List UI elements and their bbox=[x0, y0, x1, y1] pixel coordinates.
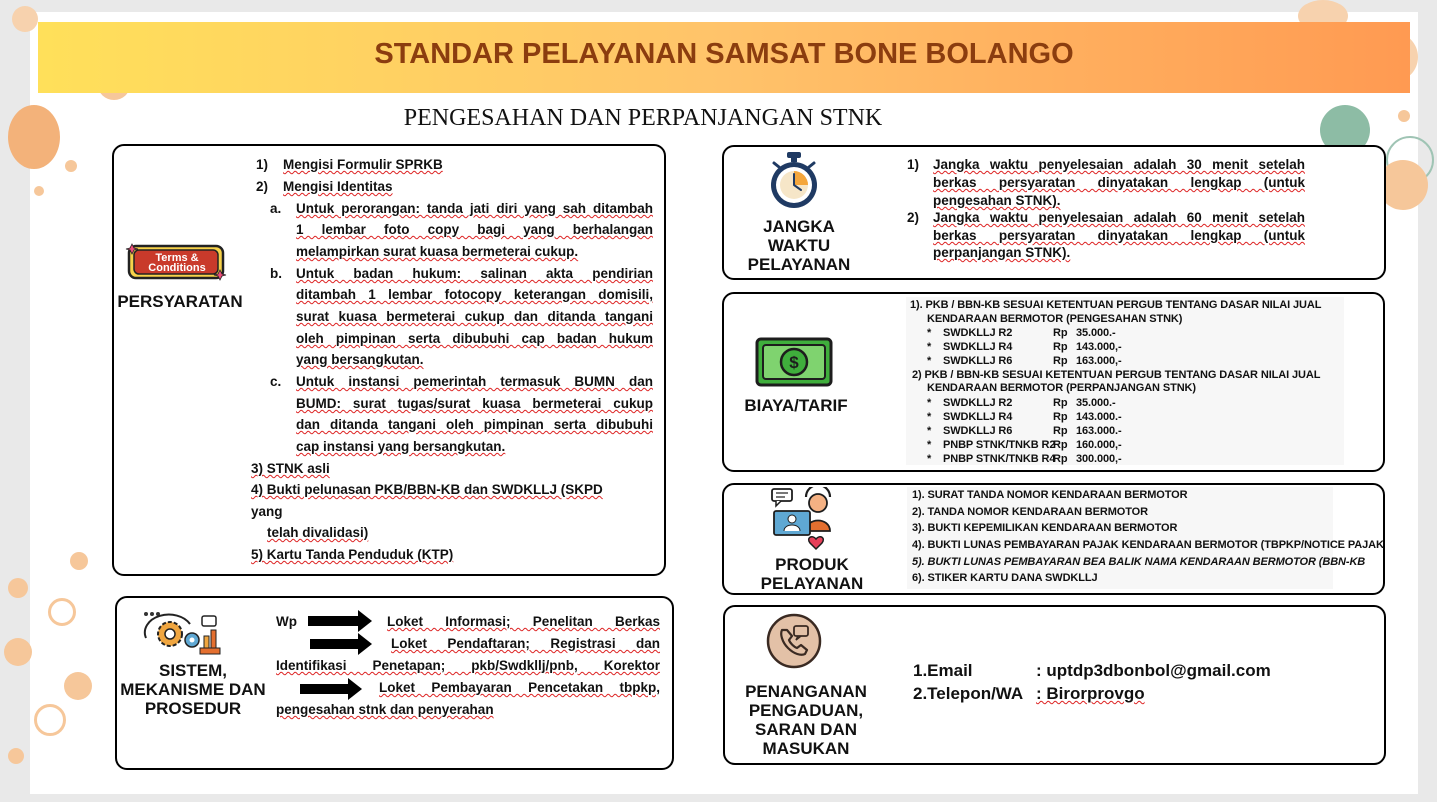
svg-text:$: $ bbox=[789, 353, 799, 372]
product-item: 4). BUKTI LUNAS PEMBAYARAN PAJAK KENDARAAN BERMOTOR (TBPKP/NOTICE PAJAK bbox=[912, 539, 1384, 551]
fee-name: SWDKLLJ R2 bbox=[943, 397, 1013, 409]
jangka-item-2-line: Jangka waktu penyelesaian adalah 60 menit setelah bbox=[933, 210, 1305, 225]
fee-currency: Rp bbox=[1053, 411, 1068, 423]
penanganan-label-line: PENGADUAN, bbox=[748, 701, 864, 720]
product-item: 1). SURAT TANDA NOMOR KENDARAAN BERMOTOR bbox=[912, 489, 1188, 501]
req-5-text: 5) Kartu Tanda Penduduk (KTP) bbox=[251, 547, 454, 562]
product-item: 2). TANDA NOMOR KENDARAAN BERMOTOR bbox=[912, 506, 1148, 518]
phone-label: 2.Telepon/WA bbox=[913, 684, 1024, 703]
fee-group-1-heading: KENDARAAN BERMOTOR (PENGESAHAN STNK) bbox=[927, 313, 1183, 325]
jangka-item-2-line: berkas persyaratan dinyatakan lengkap (untuk bbox=[933, 228, 1305, 243]
sistem-step-line: Loket Pendaftaran; Registrasi dan bbox=[391, 636, 660, 651]
jangka-item-1-line: Jangka waktu penyelesaian adalah 30 menit setelah bbox=[933, 157, 1305, 172]
req-2b-letter: b. bbox=[270, 266, 282, 281]
decorative-ring bbox=[34, 704, 66, 736]
req-2c-line: cap instansi yang bersangkutan. bbox=[296, 439, 506, 454]
fee-amount: 163.000,- bbox=[1076, 355, 1122, 367]
decorative-blob bbox=[70, 552, 88, 570]
jangka-label-line: JANGKA bbox=[763, 217, 835, 236]
req-2b-line: oleh pimpinan serta dibubuhi cap badan hukum bbox=[296, 331, 653, 346]
req-2b-line: ditambah 1 lembar fotocopy keterangan domisili, bbox=[296, 287, 653, 302]
product-item: 3). BUKTI KEPEMILIKAN KENDARAAN BERMOTOR bbox=[912, 522, 1178, 534]
fee-name: PNBP STNK/TNKB R2 bbox=[943, 439, 1056, 451]
fee-name: SWDKLLJ R4 bbox=[943, 341, 1013, 353]
customer-service-icon bbox=[770, 487, 832, 551]
stopwatch-icon bbox=[767, 151, 821, 211]
page-title: STANDAR PELAYANAN SAMSAT BONE BOLANGO bbox=[374, 38, 1074, 70]
terms-icon-text-1: Terms & bbox=[155, 252, 199, 264]
req-2a-line: 1 lembar foto copy bagi yang berhalangan bbox=[296, 222, 653, 237]
req-2a-line: Untuk perorangan: tanda jati diri yang sah ditambah bbox=[296, 201, 653, 216]
fee-amount: 300.000,- bbox=[1076, 453, 1122, 465]
req-2c-letter: c. bbox=[270, 374, 282, 389]
terms-icon-text-2: Conditions bbox=[148, 262, 206, 274]
page-subtitle: PENGESAHAN DAN PERPANJANGAN STNK bbox=[403, 105, 883, 131]
fee-bullet: * bbox=[927, 341, 932, 353]
sistem-step-line: pengesahan stnk dan penyerahan bbox=[276, 702, 494, 717]
email-label: 1.Email bbox=[913, 661, 973, 680]
req-4-line: yang bbox=[251, 504, 283, 519]
fee-name: SWDKLLJ R6 bbox=[943, 355, 1013, 367]
decorative-blob bbox=[8, 578, 28, 598]
req-4-line: 4) Bukti pelunasan PKB/BBN-KB dan SWDKLLJ (SKPD bbox=[251, 482, 603, 497]
req-2a-line: melampirkan surat kuasa bermeterai cukup. bbox=[296, 244, 579, 259]
persyaratan-label: PERSYARATAN bbox=[117, 292, 243, 311]
fee-name: SWDKLLJ R2 bbox=[943, 327, 1013, 339]
jangka-item-2-number: 2) bbox=[907, 210, 920, 225]
fee-bullet: * bbox=[927, 355, 932, 367]
produk-label-line: PRODUK bbox=[775, 555, 849, 574]
jangka-item-1-line: pengesahan STNK). bbox=[933, 193, 1061, 208]
fee-name: SWDKLLJ R4 bbox=[943, 411, 1013, 423]
fee-currency: Rp bbox=[1053, 341, 1068, 353]
fee-bullet: * bbox=[927, 397, 932, 409]
fee-amount: 143.000.- bbox=[1076, 411, 1122, 423]
product-item: 5). BUKTI LUNAS PEMBAYARAN BEA BALIK NAMA KENDARAAN BERMOTOR (BBN-KB bbox=[912, 556, 1366, 568]
fee-currency: Rp bbox=[1053, 327, 1068, 339]
fee-currency: Rp bbox=[1053, 439, 1068, 451]
jangka-item-1-number: 1) bbox=[907, 157, 920, 172]
sistem-label-line: MEKANISME DAN bbox=[120, 680, 266, 699]
req-2a-letter: a. bbox=[270, 201, 282, 216]
fee-amount: 163.000.- bbox=[1076, 425, 1122, 437]
req-2-number: 2) bbox=[256, 179, 269, 194]
fee-bullet: * bbox=[927, 411, 932, 423]
decorative-ring bbox=[48, 598, 76, 626]
fee-bullet: * bbox=[927, 453, 932, 465]
penanganan-label-line: MASUKAN bbox=[762, 739, 850, 758]
biaya-label: BIAYA/TARIF bbox=[744, 396, 848, 415]
decorative-blob bbox=[1398, 110, 1410, 122]
flow-arrow bbox=[308, 616, 358, 626]
product-item: 6). STIKER KARTU DANA SWDKLLJ bbox=[912, 572, 1098, 584]
fee-amount: 160.000,- bbox=[1076, 439, 1122, 451]
fee-bullet: * bbox=[927, 439, 932, 451]
sistem-wp-label: Wp bbox=[276, 614, 297, 629]
req-1-text: Mengisi Formulir SPRKB bbox=[283, 157, 443, 172]
decorative-blob bbox=[64, 672, 92, 700]
email-value[interactable]: : uptdp3dbonbol@gmail.com bbox=[1036, 661, 1271, 680]
phone-icon bbox=[764, 612, 824, 670]
req-2c-line: BUMD: surat tugas/surat kuasa bermeterai cukup bbox=[296, 396, 653, 411]
req-2c-line: dan ditanda tangani oleh pimpinan serta dibubuhi bbox=[296, 417, 653, 432]
sistem-step-line: Loket Pembayaran Pencetakan tbpkp, bbox=[379, 680, 660, 695]
fee-name: PNBP STNK/TNKB R4 bbox=[943, 453, 1056, 465]
phone-value[interactable]: : Birorprovgo bbox=[1036, 684, 1145, 703]
fee-group-2-heading: 2) PKB / BBN-KB SESUAI KETENTUAN PERGUB TENTANG DASAR NILAI JUAL bbox=[912, 369, 1321, 381]
fee-currency: Rp bbox=[1053, 453, 1068, 465]
req-2c-line: Untuk instansi pemerintah termasuk BUMN dan bbox=[296, 374, 653, 389]
req-2b-line: Untuk badan hukum: salinan akta pendirian bbox=[296, 266, 653, 281]
title-banner bbox=[38, 22, 1410, 93]
money-icon bbox=[755, 337, 833, 389]
decorative-blob bbox=[8, 748, 24, 764]
req-4-line: telah divalidasi) bbox=[267, 525, 369, 540]
produk-label-line: PELAYANAN bbox=[760, 574, 864, 593]
decorative-blob bbox=[4, 638, 32, 666]
req-2b-line: yang bersangkutan. bbox=[296, 352, 424, 367]
fee-name: SWDKLLJ R6 bbox=[943, 425, 1013, 437]
sistem-label-line: SISTEM, bbox=[158, 661, 227, 680]
decorative-blob bbox=[65, 160, 77, 172]
fee-bullet: * bbox=[927, 425, 932, 437]
req-3-text: 3) STNK asli bbox=[251, 461, 330, 476]
terms-conditions-icon bbox=[124, 240, 230, 284]
fee-currency: Rp bbox=[1053, 425, 1068, 437]
sistem-step-line: Loket Informasi; Penelitan Berkas bbox=[387, 614, 660, 629]
flow-arrow bbox=[310, 639, 358, 649]
jangka-label-line: WAKTU bbox=[767, 236, 831, 255]
fee-amount: 35.000.- bbox=[1076, 397, 1116, 409]
fee-amount: 35.000.- bbox=[1076, 327, 1116, 339]
penanganan-label-line: PENANGANAN bbox=[745, 682, 867, 701]
req-2b-line: surat kuasa bermeterai cukup dan ditanda tangani bbox=[296, 309, 653, 324]
fee-amount: 143.000,- bbox=[1076, 341, 1122, 353]
system-gears-icon bbox=[140, 610, 222, 658]
fee-currency: Rp bbox=[1053, 397, 1068, 409]
fee-bullet: * bbox=[927, 327, 932, 339]
decorative-blob bbox=[12, 6, 38, 32]
jangka-item-2-line: perpanjangan STNK). bbox=[933, 245, 1071, 260]
fee-currency: Rp bbox=[1053, 355, 1068, 367]
sistem-step-line: Identifikasi Penetapan; pkb/Swdkllj/pnb, Korektor bbox=[276, 658, 660, 673]
jangka-item-1-line: berkas persyaratan dinyatakan lengkap (untuk bbox=[933, 175, 1305, 190]
fee-group-2-heading: KENDARAAN BERMOTOR (PERPANJANGAN STNK) bbox=[927, 382, 1196, 394]
req-2-text: Mengisi Identitas bbox=[283, 179, 393, 194]
flow-arrow bbox=[300, 684, 348, 694]
jangka-label-line: PELAYANAN bbox=[747, 255, 851, 274]
fee-group-1-heading: 1). PKB / BBN-KB SESUAI KETENTUAN PERGUB TENTANG DASAR NILAI JUAL bbox=[910, 299, 1322, 311]
sistem-label-line: PROSEDUR bbox=[144, 699, 242, 718]
penanganan-label-line: SARAN DAN bbox=[755, 720, 857, 739]
req-1-number: 1) bbox=[256, 157, 269, 172]
decorative-blob bbox=[34, 186, 44, 196]
